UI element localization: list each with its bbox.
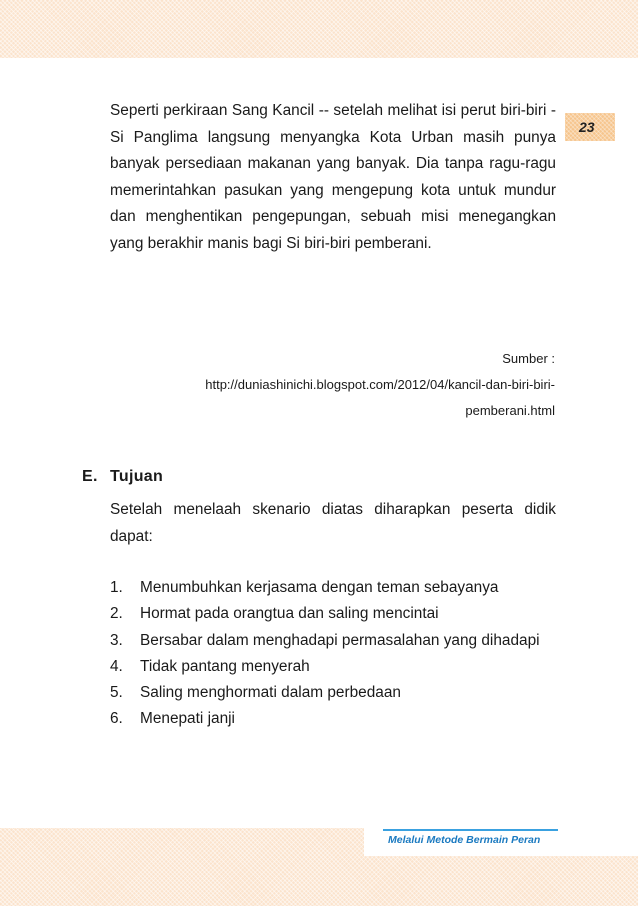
item-number: 1. bbox=[110, 579, 123, 596]
list-item bbox=[110, 654, 556, 680]
list-item bbox=[110, 601, 556, 627]
source-citation bbox=[140, 346, 555, 424]
objectives-list bbox=[110, 575, 556, 733]
source-url-line-1: http://duniashinichi.blogspot.com/2012/04/kancil-dan-biri-biri- bbox=[205, 377, 555, 392]
page-number: 23 bbox=[565, 113, 615, 141]
item-number: 3. bbox=[110, 631, 123, 649]
source-label: Sumber : bbox=[502, 351, 555, 366]
header-band bbox=[0, 0, 638, 58]
section-intro: Setelah menelaah skenario diatas diharapkan peserta didik dapat: bbox=[110, 501, 556, 545]
list-item bbox=[110, 706, 556, 732]
list-item bbox=[110, 680, 556, 706]
list-item bbox=[110, 628, 556, 654]
item-text: Hormat pada orangtua dan saling mencintai bbox=[140, 605, 439, 623]
item-text: Saling menghormati dalam perbedaan bbox=[140, 684, 401, 702]
section-title: Tujuan bbox=[110, 468, 164, 485]
source-url-line-2: pemberani.html bbox=[465, 403, 555, 418]
item-text: Bersabar dalam menghadapi permasalahan yang dihadapi bbox=[140, 631, 540, 649]
section-label: E. bbox=[82, 468, 98, 485]
item-text: Menepati janji bbox=[140, 710, 235, 728]
list-item bbox=[110, 575, 556, 601]
item-text: Tidak pantang menyerah bbox=[140, 657, 310, 675]
item-number: 6. bbox=[110, 710, 123, 728]
story-paragraph: Seperti perkiraan Sang Kancil -- setelah melihat isi perut biri-biri - Si Panglima langsung menyangka Kota Urban masih punya banyak persediaan makanan yang banyak. Dia tanpa ragu-ragu memerintahkan pasukan yang mengepung kota untuk mundur dan menghentikan pengepungan, sebuah misi menegangkan yang berakhir manis bagi Si biri-biri pemberani. bbox=[110, 102, 556, 252]
item-text: Menumbuhkan kerjasama dengan teman sebayanya bbox=[140, 579, 499, 596]
footer-accent-line bbox=[383, 829, 558, 831]
section-heading bbox=[82, 468, 163, 486]
item-number: 4. bbox=[110, 657, 123, 675]
footer-title: Melalui Metode Bermain Peran bbox=[388, 834, 541, 846]
item-number: 2. bbox=[110, 605, 123, 623]
item-number: 5. bbox=[110, 684, 123, 702]
